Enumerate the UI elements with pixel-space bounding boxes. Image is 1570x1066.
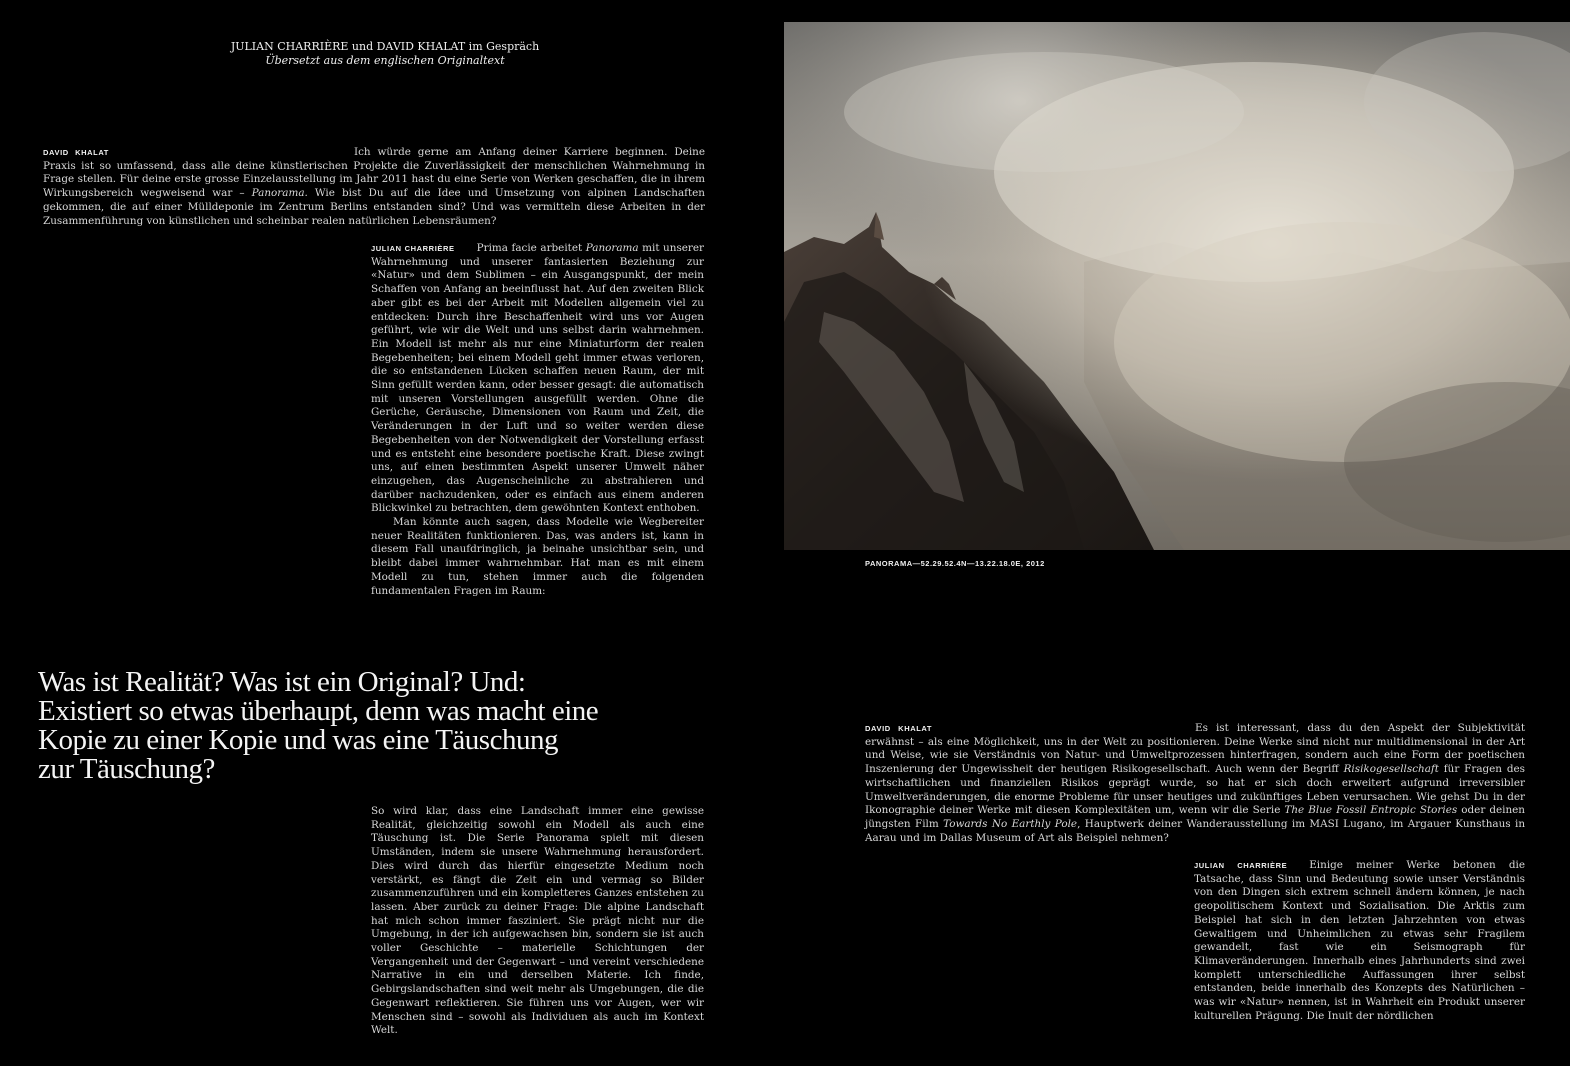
work-title: The Blue Fossil Entropic Stories: [1284, 804, 1458, 817]
speaker-label: JULIAN CHARRIÈRE: [1194, 861, 1288, 870]
question-1-text-end: . Wie bist Du auf die Idee und Umsetzung von alpinen Landschaften gekommen, die auf einer Mülldeponie im Zentrum Berlins entstanden sind? Und was vermitteln diese Arbeiten in der Zusammenführung von künstlichen und scheinbar realen natürlichen Lebensräumen?: [43, 187, 706, 227]
photo-caption: PANORAMA—52.29.52.4N—13.22.18.0E, 2012: [865, 559, 1045, 568]
pull-quote-line: Existiert so etwas überhaupt, denn was macht eine: [38, 695, 599, 727]
term: Risikogesellschaft: [1343, 763, 1439, 776]
question-1-text: Ich würde gerne am Anfang deiner Karriere beginnen. Deine Praxis ist so umfassend, dass alle deine künstlerischen Projekte die Zuverlässigkeit der menschlichen Wahrnehmung in Frage stellen. Für deine erste grosse Einzelausstellung im Jahr 2011 hast du eine Serie von Werken geschaffen, die in ihrem Wirkungsbereich wegweisend war –: [43, 146, 705, 200]
mountain-in-mist-image: [784, 22, 1570, 550]
translation-note: Übersetzt aus dem englischen Originaltext: [265, 54, 505, 67]
speaker-label: DAVID KHALAT: [865, 724, 933, 733]
interviewees: JULIAN CHARRIÈRE und DAVID KHALAT: [230, 40, 466, 53]
pull-quote-line: Kopie zu einer Kopie und was eine Täuschung: [38, 724, 558, 756]
answer-1-text: Prima facie arbeitet: [476, 242, 586, 254]
answer-1-continued: [371, 805, 704, 1038]
speaker-label: JULIAN CHARRIÈRE: [371, 244, 455, 253]
article-title: [200, 40, 570, 54]
answer-1: [371, 242, 704, 598]
title-suffix: im Gespräch: [465, 40, 540, 53]
speaker-label: DAVID KHALAT: [43, 148, 109, 157]
article-header: [200, 40, 570, 68]
question-2: [865, 722, 1525, 845]
question-2-text: Es ist interessant, dass du den Aspekt der Subjektivität erwähnst – als eine Möglichkeit, uns in der Welt zu positionieren. Deine Werke sind nicht nur multidimensional in der Art und Weise, wie sie Verständnis von Natur- und Umweltprozessen hinterfragen, sondern auch eine Form der poetischen Inszenierung der Ungewissheit der heutigen Risikogesellschaft. Auch wenn der Begriff: [865, 722, 1525, 776]
pull-quote-line: Was ist Realität? Was ist ein Original? Und:: [38, 666, 526, 698]
question-2-text-c: oder deinen jüngsten Film: [865, 804, 1525, 830]
work-title: Panorama: [251, 187, 305, 200]
question-2-text-d: , Hauptwerk deiner Wanderausstellung im MASI Lugano, im Argauer Kunsthaus in Aarau und im Dallas Museum of Art als Beispiel nehmen?: [865, 817, 1526, 844]
question-2-text-b: für Fragen des wirtschaftlichen und finanziellen Risikos geprägt wurde, so hat er sich doch erweitert aufgrund irreversibler Umweltveränderungen, die enorme Probleme für unser heutiges und zukünftiges Leben verursachen. Wie gehst Du in der Ikonographie deiner Werke mit diesen Komplexitäten um, wenn wir die Serie: [865, 763, 1525, 817]
answer-2: [1194, 859, 1525, 1023]
answer-1-paragraph-2: Man könnte auch sagen, dass Modelle wie Wegbereiter neuer Realitäten funktionieren. Das, was anders ist, kann in diesem Fall unaufdringlich, ja beinahe unsichtbar sein, und bleibt dabei immer wahrnehmbar. Hat man es mit einem Modell zu tun, stehen immer auch die folgenden fundamentalen Fragen im Raum:: [371, 516, 704, 597]
answer-1-text-b: mit unserer Wahrnehmung und unserer fantasierten Beziehung zur «Natur» und dem Sublimen – ein Ausgangspunkt, der mein Schaffen von Anfang an beeinflusst hat. Auf den zweiten Blick aber gibt es bei der Arbeit mit Modellen allgemein viel zu entdecken: Durch ihre Beschaffenheit wird uns vor Augen geführt, wie wir die Welt und uns selbst darin wahrnehmen. Ein Modell ist mehr als nur eine Miniaturform der realen Begebenheiten; bei einem Modell geht immer etwas verloren, die so entstandenen Lücken schaffen neuen Raum, der mit Sinn gefüllt werden kann, oder besser gesagt: die automatisch mit unseren Vorstellungen ausgefüllt werden. Ohne die Gerüche, Geräusche, Dimensionen von Raum und Zeit, die Veränderungen in der Luft und so weiter werden diese Begebenheiten von der Notwendigkeit der Vorstellung erfasst und es entsteht eine besondere poetische Kraft. Diese zwingt uns, auf einen bestimmten Aspekt unserer Umwelt näher einzugehen, das Augenscheinliche zu abstrahieren und darüber nachzudenken, oder es einfach aus einem anderen Blickwinkel zu betrachten, dem gewöhnten Kontext enthoben.: [371, 242, 705, 515]
answer-2-text: Einige meiner Werke betonen die Tatsache, dass Sinn und Bedeutung sowie unser Verständnis von den Dingen sich extrem schnell ändern können, je nach geopolitischem Kontext und Sozialisation. Die Arktis zum Beispiel hat sich in den letzten Jahrzehnten von etwas Gewaltigem und Unheimlichen zu etwas sehr Fragilem gewandelt, fast wie ein Seismograph für Klimaveränderungen. Innerhalb eines Jahrhunderts sind zwei komplett unterschiedliche Auffassungen ihrer selbst entstanden, beide innerhalb des Konzepts des Natürlichen – was wir «Natur» nennen, ist in Wahrheit ein Produkt unserer kulturellen Prägung. Die Inuit der nördlichen: [1194, 859, 1525, 1022]
panorama-photograph: [784, 22, 1570, 550]
work-title: Panorama: [585, 242, 639, 254]
film-title: Towards No Earthly Pole: [943, 817, 1078, 830]
pull-quote: [38, 668, 678, 784]
pull-quote-line: zur Täuschung?: [38, 753, 215, 785]
question-1: [43, 146, 705, 228]
answer-1-continued-text: So wird klar, dass eine Landschaft immer eine gewisse Realität, gleichzeitig sowohl ein Modell als auch eine Täuschung ist. Die Serie Panorama spielt mit diesen Umständen, indem sie unsere Wahrnehmung herausfordert. Dies wird durch das hierfür eingesetzte Medium noch verstärkt, es fängt die Zeit ein und vermag so Bilder zusammenzuführen und ein kompletteres Ganzes entstehen zu lassen. Aber zurück zu deiner Frage: Die alpine Landschaft hat mich schon immer fasziniert. Sie prägt nicht nur die Umgebung, in der ich aufgewachsen bin, sondern sie ist auch voller Geschichte – materielle Schichtungen der Vergangenheit und der Gegenwart – und vereint verschiedene Narrative in ein und derselben Materie. Ich finde, Gebirgslandschaften sind weit mehr als Umgebungen, die die Gegenwart reflektieren. Sie führen uns vor Augen, wer wir Menschen sind – sowohl als Individuen als auch im Kontext Welt.: [371, 805, 704, 1037]
